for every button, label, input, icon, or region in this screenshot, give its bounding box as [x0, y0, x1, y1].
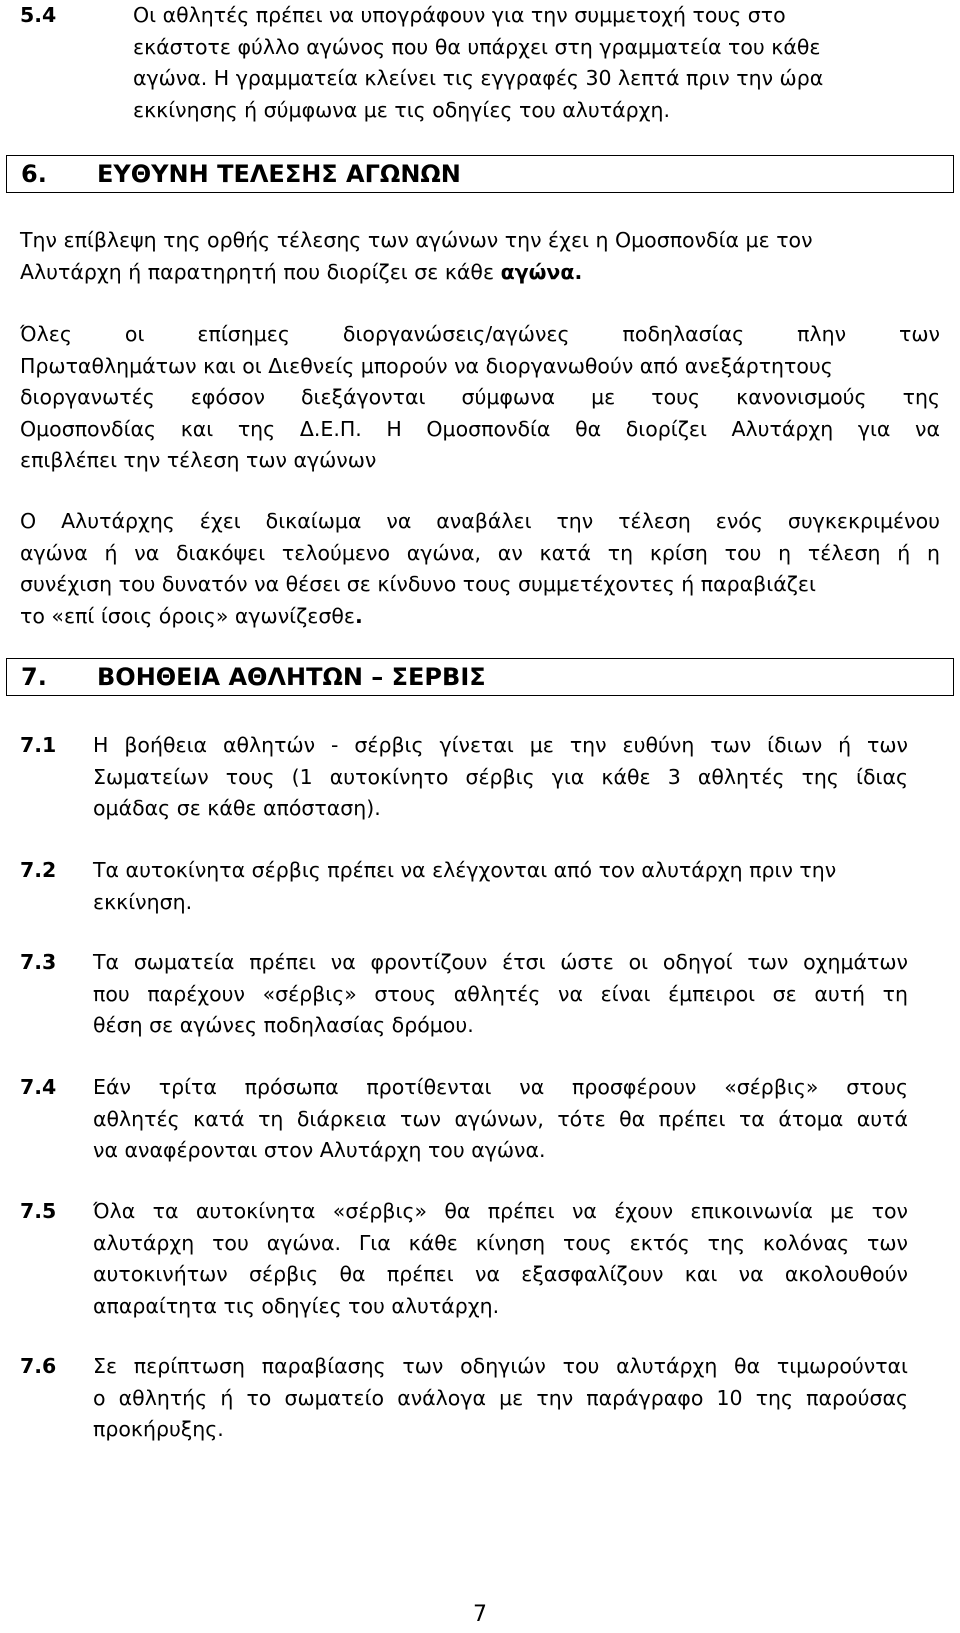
clause-text [93, 947, 908, 1042]
clause-text [93, 855, 908, 918]
text-line: εκκίνηση. [93, 889, 193, 914]
text-line: εκάστοτε φύλλο αγώνος που θα υπάρχει στη γραμματεία του κάθε [133, 34, 821, 59]
text-line: που παρέχουν «σέρβις» στους αθλητές να είναι έμπειροι σε αυτή τη [93, 981, 908, 1006]
text-line: αυτοκινήτων σέρβις θα πρέπει να εξασφαλίζουν και να ακολουθούν [93, 1262, 908, 1286]
text-line: Ο Αλυτάρχης έχει δικαίωμα να αναβάλει την τέλεση ενός συγκεκριμένου [20, 509, 940, 533]
clause-7-2 [20, 855, 908, 918]
text-line: Την επίβλεψη της ορθής τέλεσης των αγώνων την έχει η Ομοσπονδία με τον [20, 228, 813, 252]
section-number: 7. [21, 663, 47, 691]
section-title: ΒΟΗΘΕΙΑ ΑΘΛΗΤΩΝ – ΣΕΡΒΙΣ [97, 663, 486, 691]
page-number: 7 [473, 1602, 487, 1627]
bold-text: αγώνα. [500, 259, 583, 284]
text-line: αθλητές κατά τη διάρκεια των αγώνων, τότε θα πρέπει τα άτομα αυτά [93, 1106, 908, 1131]
clause-7-4 [20, 1072, 908, 1167]
text-line: να αναφέρονται στον Αλυτάρχη του αγώνα. [93, 1138, 546, 1162]
text-line: Ομοσπονδίας και της Δ.Ε.Π. Η Ομοσπονδία θα διορίζει Αλυτάρχη για να [20, 416, 940, 441]
text-line: Σωματείων τους (1 αυτοκίνητο σέρβις για κάθε 3 αθλητές της ίδιας [93, 764, 908, 789]
clause-7-3 [20, 947, 908, 1042]
text-span: Αλυτάρχη ή παρατηρητή που διορίζει σε κάθε [20, 259, 501, 284]
text-line: θέση σε αγώνες ποδηλασίας δρόμου. [93, 1013, 474, 1037]
text-line: Εάν τρίτα πρόσωπα προτίθενται να προσφέρουν «σέρβις» στους [93, 1075, 908, 1099]
clause-7-6 [20, 1351, 908, 1446]
clause-text [133, 0, 940, 126]
text-span: το «επί ίσοις όροις» αγωνίζεσθε [20, 603, 355, 628]
section-6-paragraph-1 [20, 225, 940, 288]
clause-number: 5.4 [20, 3, 57, 27]
text-line: αλυτάρχη του αγώνα. Για κάθε κίνηση τους εκτός της κολόνας των [93, 1230, 908, 1255]
section-6-heading [6, 155, 954, 193]
text-line: Η βοήθεια αθλητών - σέρβις γίνεται με την ευθύνη των ίδιων ή των [93, 733, 908, 757]
clause-number: 7.4 [20, 1075, 57, 1099]
section-7-heading [6, 658, 954, 696]
text-line: απαραίτητα τις οδηγίες του αλυτάρχη. [93, 1293, 500, 1318]
clause-number: 7.1 [20, 733, 57, 757]
text-line: Όλες οι επίσημες διοργανώσεις/αγώνες ποδηλασίας πλην των [20, 322, 940, 346]
text-line: επιβλέπει την τέλεση των αγώνων [20, 448, 377, 472]
text-line: Τα σωματεία πρέπει να φροντίζουν έτσι ώστε οι οδηγοί των οχημάτων [93, 950, 908, 974]
text-line: εκκίνησης ή σύμφωνα με τις οδηγίες του αλυτάρχη. [133, 97, 670, 122]
text-line [20, 601, 940, 633]
text-line: αγώνα ή να διακόψει τελούμενο αγώνα, αν κατά τη κρίση του η τέλεση ή η [20, 540, 940, 565]
text-line: Τα αυτοκίνητα σέρβις πρέπει να ελέγχονται από τον αλυτάρχη πριν την [93, 858, 837, 882]
clause-number: 7.5 [20, 1199, 57, 1223]
clause-text [93, 1072, 908, 1167]
text-line: προκήρυξης. [93, 1417, 224, 1441]
text-line: Όλα τα αυτοκίνητα «σέρβις» θα πρέπει να έχουν επικοινωνία με τον [93, 1199, 908, 1223]
clause-text [93, 730, 908, 825]
text-line: αγώνα. Η γραμματεία κλείνει τις εγγραφές 30 λεπτά πριν την ώρα [133, 66, 824, 90]
text-line: συνέχιση του δυνατόν να θέσει σε κίνδυνο τους συμμετέχοντες ή παραβιάζει [20, 572, 816, 596]
text-line: ο αθλητής ή το σωματείο ανάλογα με την παράγραφο 10 της παρούσας [93, 1385, 908, 1410]
text-line [20, 257, 940, 289]
text-line: Σε περίπτωση παραβίασης των οδηγιών του αλυτάρχη θα τιμωρούνται [93, 1354, 908, 1378]
text-line: διοργανωτές εφόσον διεξάγονται σύμφωνα με τους κανονισμούς της [20, 385, 940, 409]
clause-text [93, 1196, 908, 1322]
section-number: 6. [21, 160, 47, 188]
section-title: ΕΥΘΥΝΗ ΤΕΛΕΣΗΣ ΑΓΩΝΩΝ [97, 160, 461, 188]
text-line: ομάδας σε κάθε απόσταση). [93, 796, 381, 820]
text-line: Πρωταθλημάτων και οι Διεθνείς μπορούν να διοργανωθούν από ανεξάρτητους [20, 353, 833, 378]
clause-text [93, 1351, 908, 1446]
clause-number: 7.6 [20, 1354, 57, 1378]
text-line: Οι αθλητές πρέπει να υπογράφουν για την συμμετοχή τους στο [133, 3, 786, 27]
section-6-paragraph-3 [20, 506, 940, 632]
clause-number: 7.2 [20, 858, 57, 882]
clause-7-1 [20, 730, 908, 825]
clause-5-4 [20, 0, 940, 126]
bold-text: . [354, 603, 363, 628]
clause-number: 7.3 [20, 950, 57, 974]
section-6-paragraph-2 [20, 319, 940, 477]
clause-7-5 [20, 1196, 908, 1322]
